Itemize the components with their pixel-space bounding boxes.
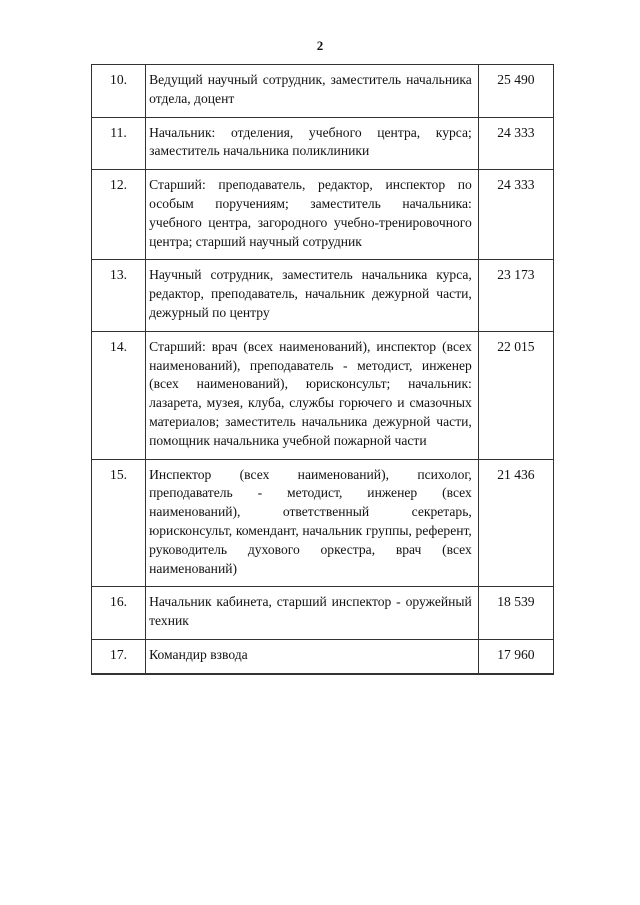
position-title: Старший: врач (всех наименований), инспектор (всех наименований), преподаватель - методист, инженер (всех наименований), юрисконсульт; начальник: лазарета, музея, клуба, службы горючего и смазочных материалов; заместитель начальника дежурной части, помощник начальника учебной пожарной части	[146, 331, 479, 459]
page-number: 2	[316, 38, 324, 53]
table-row	[92, 331, 554, 459]
table-row	[92, 65, 554, 118]
salary-value: 17 960	[478, 639, 553, 673]
row-number: 17.	[92, 639, 146, 673]
row-number: 15.	[92, 459, 146, 587]
row-number: 13.	[92, 260, 146, 331]
position-title: Командир взвода	[146, 639, 479, 673]
table-row	[92, 639, 554, 673]
salary-value: 24 333	[478, 117, 553, 170]
row-number: 16.	[92, 587, 146, 640]
position-title: Ведущий научный сотрудник, заместитель начальника отдела, доцент	[146, 65, 479, 118]
position-title: Старший: преподаватель, редактор, инспектор по особым поручениям; заместитель начальника: учебного центра, загородного учебно-тренировочного центра; старший научный сотрудник	[146, 170, 479, 260]
salary-value: 22 015	[478, 331, 553, 459]
row-number: 11.	[92, 117, 146, 170]
salary-value: 25 490	[478, 65, 553, 118]
salary-value: 24 333	[478, 170, 553, 260]
table-row	[92, 117, 554, 170]
salary-value: 23 173	[478, 260, 553, 331]
table-row	[92, 170, 554, 260]
row-number: 12.	[92, 170, 146, 260]
salary-table	[91, 64, 554, 675]
table-row	[92, 459, 554, 587]
row-number: 14.	[92, 331, 146, 459]
position-title: Начальник кабинета, старший инспектор - оружейный техник	[146, 587, 479, 640]
position-title: Начальник: отделения, учебного центра, курса; заместитель начальника поликлиники	[146, 117, 479, 170]
position-title: Инспектор (всех наименований), психолог, преподаватель - методист, инженер (всех наименований), ответственный секретарь, юрисконсульт, комендант, начальник группы, референт, руководитель духового оркестра, врач (всех наименований)	[146, 459, 479, 587]
position-title: Научный сотрудник, заместитель начальника курса, редактор, преподаватель, начальник дежурной части, дежурный по центру	[146, 260, 479, 331]
table-row	[92, 587, 554, 640]
table-row	[92, 260, 554, 331]
salary-value: 18 539	[478, 587, 553, 640]
salary-value: 21 436	[478, 459, 553, 587]
row-number: 10.	[92, 65, 146, 118]
